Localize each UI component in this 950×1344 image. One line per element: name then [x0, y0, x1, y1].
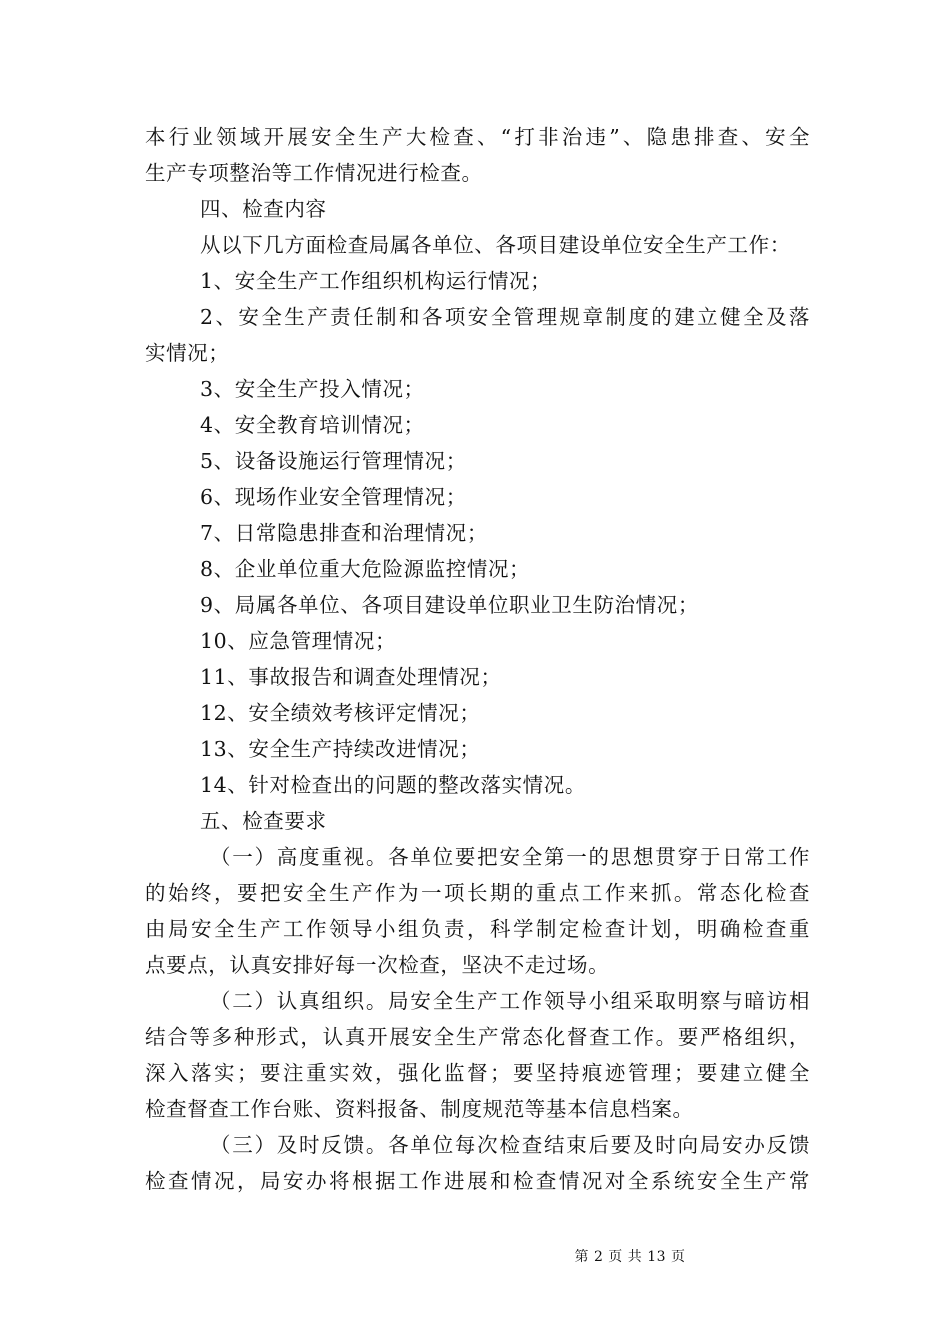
paragraph-line: 本行业领域开展安全生产大检查、“打非治违”、隐患排查、安全: [145, 125, 810, 149]
list-item: 3、安全生产投入情况；: [200, 377, 425, 401]
list-item-continuation: 实情况；: [145, 341, 230, 365]
section-heading: 四、检查内容: [200, 197, 327, 221]
paragraph-line: （二）认真组织。局安全生产工作领导小组采取明察与暗访相: [210, 989, 810, 1013]
page-number: 第 2 页 共 13 页: [574, 1249, 686, 1265]
paragraph-line: 生产专项整治等工作情况进行检查。: [145, 161, 483, 185]
paragraph-line: （三）及时反馈。各单位每次检查结束后要及时向局安办反馈: [210, 1133, 810, 1157]
list-item: 5、设备设施运行管理情况；: [200, 449, 467, 473]
list-item: 10、应急管理情况；: [200, 629, 397, 653]
section-heading: 五、检查要求: [200, 809, 327, 833]
list-item: 11、事故报告和调查处理情况；: [200, 665, 502, 689]
paragraph-line: 检查情况，局安办将根据工作进展和检查情况对全系统安全生产常: [145, 1169, 810, 1193]
list-item: 2、安全生产责任制和各项安全管理规章制度的建立健全及落: [200, 305, 810, 329]
list-item: 4、安全教育培训情况；: [200, 413, 425, 437]
list-item: 9、局属各单位、各项目建设单位职业卫生防治情况；: [200, 593, 699, 617]
paragraph-line: 的始终，要把安全生产作为一项长期的重点工作来抓。常态化检查: [145, 881, 810, 905]
paragraph-line: （一）高度重视。各单位要把安全第一的思想贯穿于日常工作: [210, 845, 810, 869]
list-item: 13、安全生产持续改进情况；: [200, 737, 481, 761]
paragraph-line: 深入落实；要注重实效，强化监督；要坚持痕迹管理；要建立健全: [145, 1061, 810, 1085]
list-item: 7、日常隐患排查和治理情况；: [200, 521, 488, 545]
paragraph-line: 从以下几方面检查局属各单位、各项目建设单位安全生产工作：: [200, 233, 791, 257]
paragraph-line: 结合等多种形式，认真开展安全生产常态化督查工作。要严格组织，: [145, 1025, 810, 1049]
paragraph-line: 由局安全生产工作领导小组负责，科学制定检查计划，明确检查重: [145, 917, 810, 941]
list-item: 14、针对检查出的问题的整改落实情况。: [200, 773, 586, 797]
list-item: 1、安全生产工作组织机构运行情况；: [200, 269, 552, 293]
list-item: 8、企业单位重大危险源监控情况；: [200, 557, 531, 581]
list-item: 12、安全绩效考核评定情况；: [200, 701, 481, 725]
list-item: 6、现场作业安全管理情况；: [200, 485, 467, 509]
paragraph-line: 点要点，认真安排好每一次检查，坚决不走过场。: [145, 953, 610, 977]
paragraph-line: 检查督查工作台账、资料报备、制度规范等基本信息档案。: [145, 1097, 694, 1121]
document-body: [145, 119, 810, 1199]
